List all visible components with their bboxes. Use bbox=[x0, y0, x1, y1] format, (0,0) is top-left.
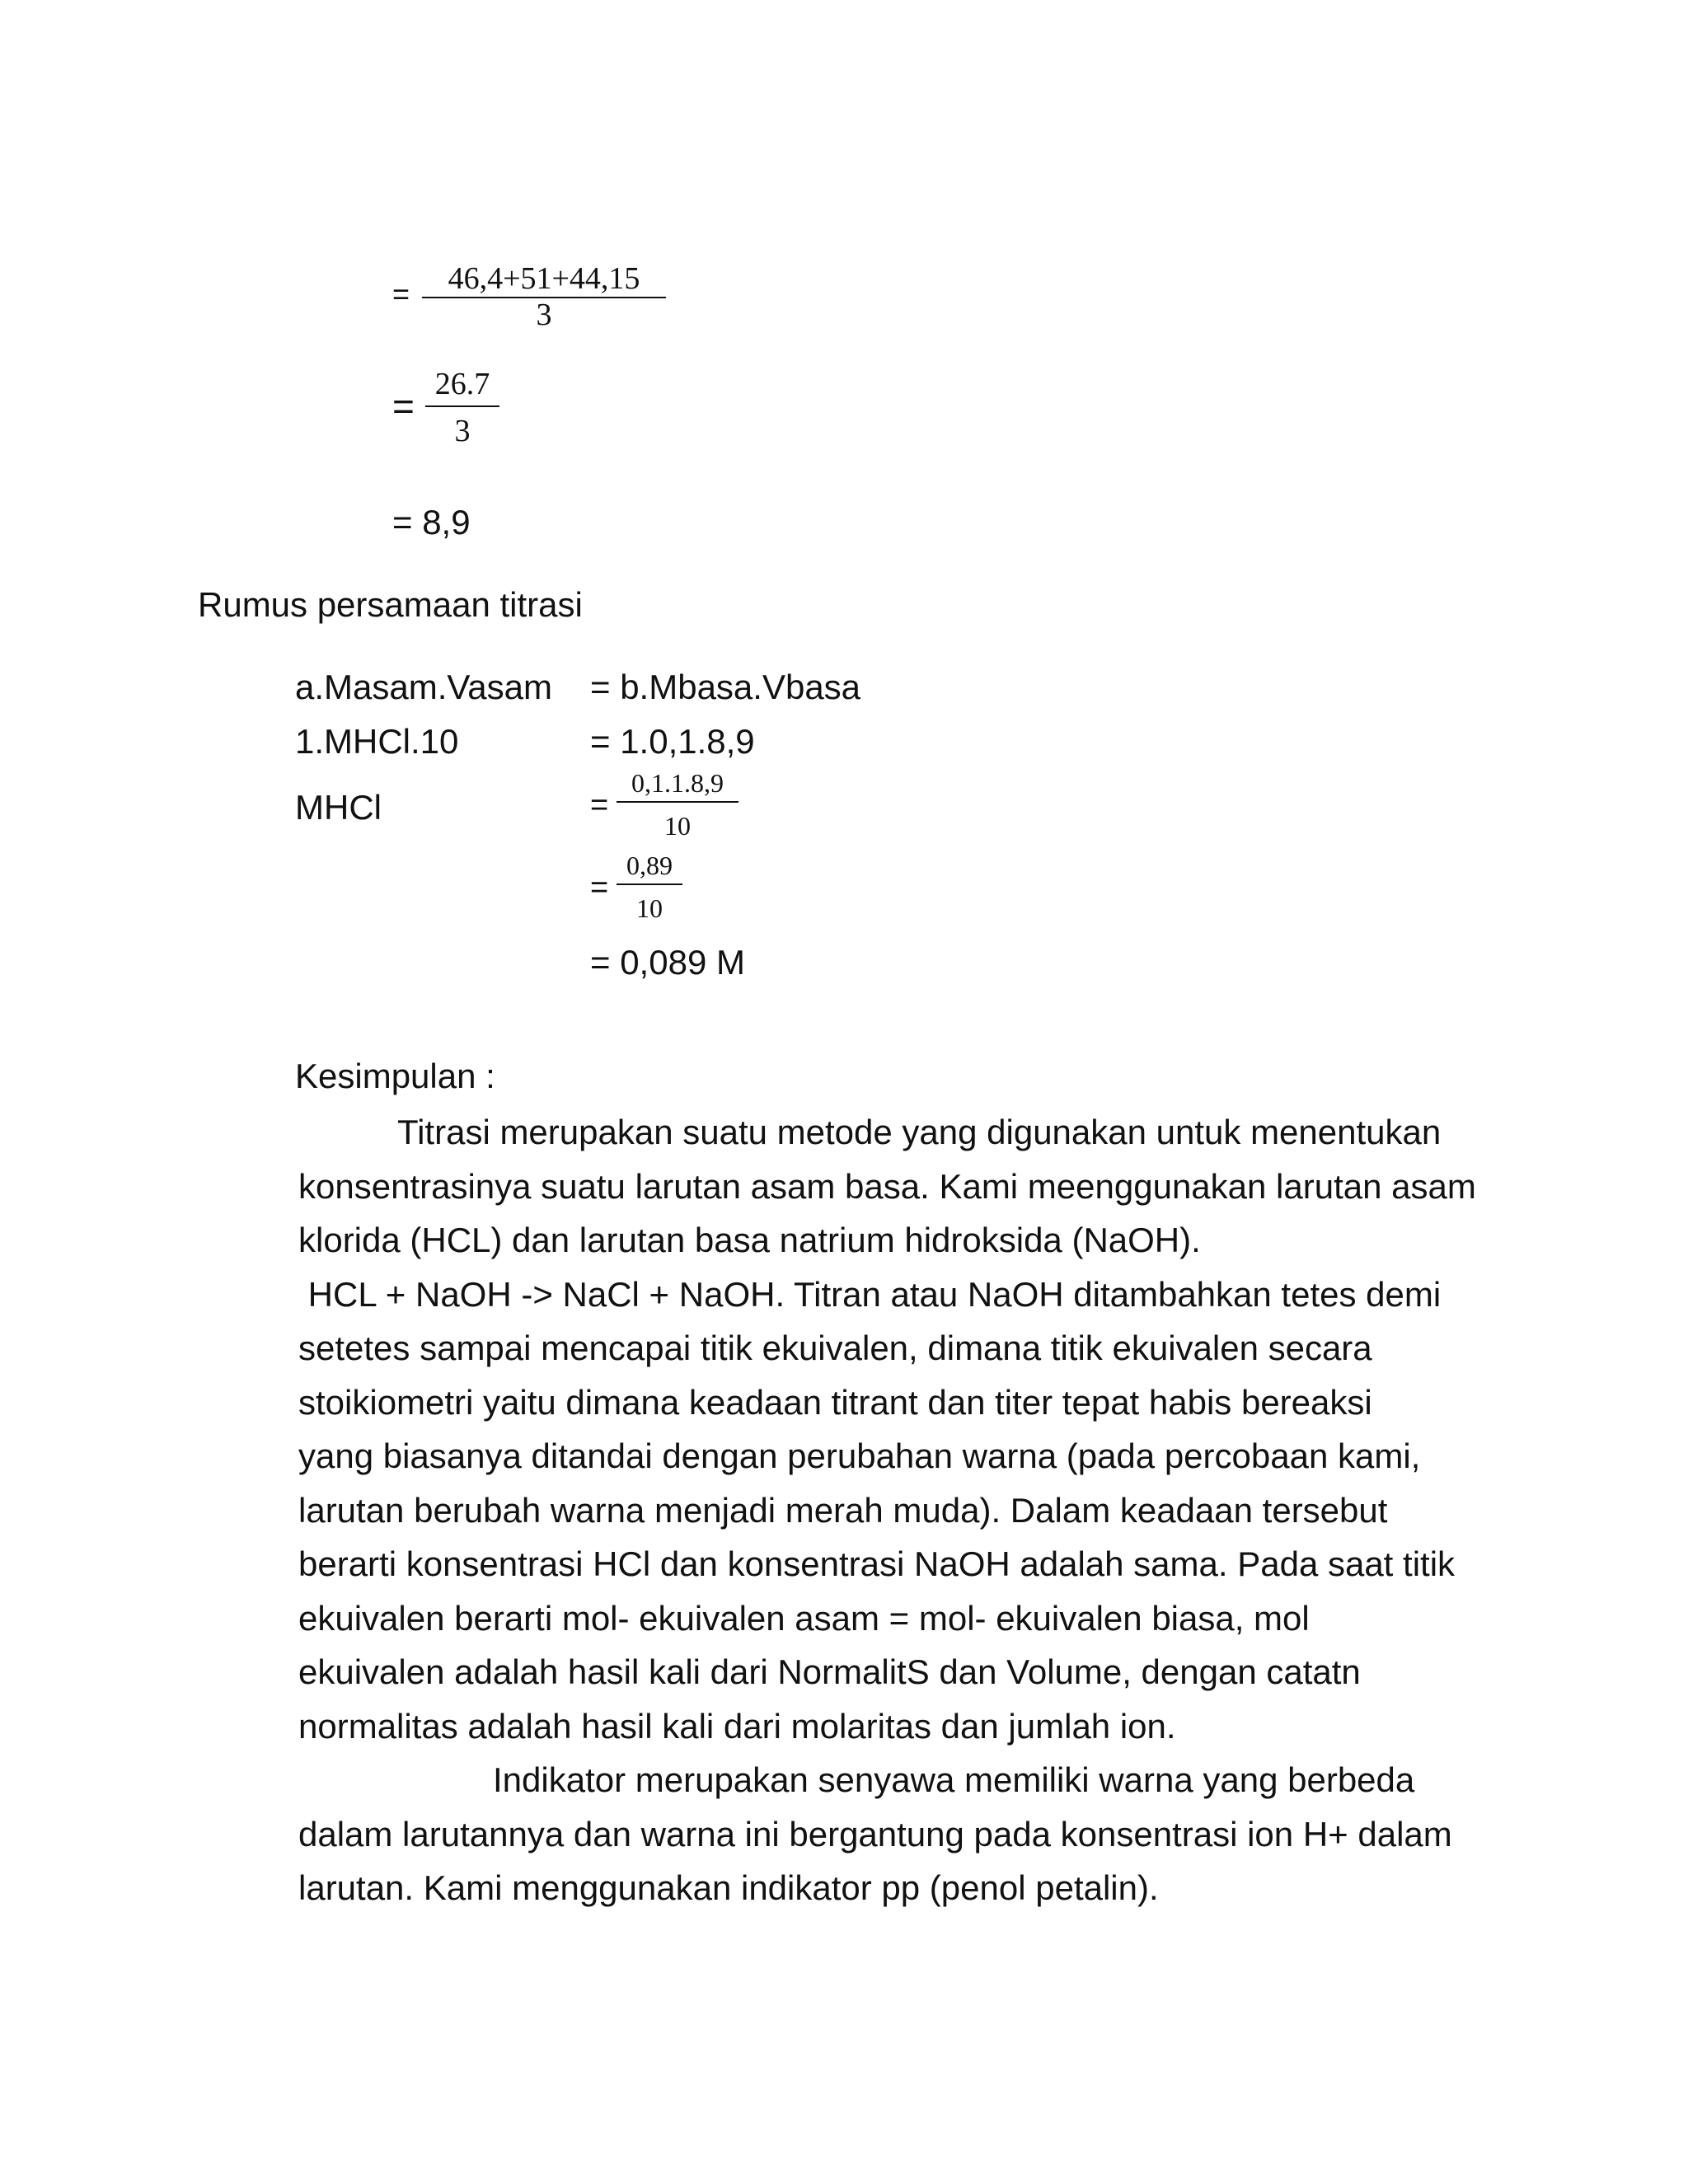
paragraph-line: normalitas adalah hasil kali dari molaritas dan jumlah ion. bbox=[298, 1706, 1176, 1746]
conclusion-paragraph-1 bbox=[298, 1105, 1502, 1753]
fraction-sum bbox=[422, 260, 666, 331]
titration-row-2-right: = 1.0,1.8,9 bbox=[590, 722, 755, 761]
average-result: = 8,9 bbox=[392, 503, 471, 541]
fraction-denominator: 10 bbox=[636, 893, 663, 923]
paragraph-line: dalam larutannya dan warna ini bergantung pada konsentrasi ion H+ dalam bbox=[298, 1814, 1452, 1854]
section-title: Rumus persamaan titrasi bbox=[198, 585, 583, 624]
paragraph-line: larutan berubah warna menjadi merah muda). Dalam keadaan tersebut bbox=[298, 1490, 1388, 1530]
paragraph-line: ekuivalen berarti mol- ekuivalen asam = mol- ekuivalen biasa, mol bbox=[298, 1598, 1310, 1638]
paragraph-line: setetes sampai mencapai titik ekuivalen, dimana titik ekuivalen secara bbox=[298, 1329, 1372, 1367]
fraction-numerator: 26.7 bbox=[434, 367, 490, 401]
paragraph-line: klorida (HCL) dan larutan basa natrium hidroksida (NaOH). bbox=[298, 1221, 1201, 1259]
titration-row-2-left: 1.MHCl.10 bbox=[295, 722, 459, 761]
fraction-denominator: 3 bbox=[536, 298, 552, 332]
fraction-numerator: 46,4+51+44,15 bbox=[448, 261, 640, 296]
fraction-numerator: 0,1.1.8,9 bbox=[631, 768, 724, 798]
paragraph-line: konsentrasinya suatu larutan asam basa. Kami meenggunakan larutan asam bbox=[298, 1166, 1476, 1206]
fraction-mhcl bbox=[617, 765, 738, 849]
paragraph-line: ekuivalen adalah hasil kali dari NormalitS dan Volume, dengan catatn bbox=[298, 1652, 1361, 1691]
paragraph-line: yang biasanya ditandai dengan perubahan warna (pada percobaan kami, bbox=[298, 1436, 1421, 1475]
fraction-mhcl-result bbox=[617, 847, 682, 931]
fraction-sum-result bbox=[425, 363, 499, 455]
equals-sign: = bbox=[590, 788, 609, 823]
fraction-denominator: 10 bbox=[664, 811, 691, 841]
conclusion-heading: Kesimpulan : bbox=[295, 1057, 495, 1095]
paragraph-line: stoikiometri yaitu dimana keadaan titrant dan titer tepat habis bereaksi bbox=[298, 1382, 1372, 1422]
titration-row-1-right: = b.Mbasa.Vbasa bbox=[590, 668, 861, 706]
paragraph-line: larutan. Kami menggunakan indikator pp (penol petalin). bbox=[298, 1868, 1159, 1907]
titration-row-1-left: a.Masam.Vasam bbox=[295, 668, 552, 706]
equals-sign: = bbox=[392, 277, 410, 311]
paragraph-line: Indikator merupakan senyawa memiliki warna yang berbeda bbox=[493, 1760, 1415, 1799]
titration-result: = 0,089 M bbox=[590, 943, 745, 982]
paragraph-line: Titrasi merupakan suatu metode yang digunakan untuk menentukan bbox=[397, 1113, 1442, 1151]
fraction-numerator: 0,89 bbox=[626, 851, 673, 880]
paragraph-line: berarti konsentrasi HCl dan konsentrasi NaOH adalah sama. Pada saat titik bbox=[298, 1544, 1456, 1583]
conclusion-paragraph-2 bbox=[298, 1753, 1502, 1915]
paragraph-line: HCL + NaOH -> NaCl + NaOH. Titran atau NaOH ditambahkan tetes demi bbox=[298, 1274, 1442, 1314]
fraction-denominator: 3 bbox=[454, 414, 471, 448]
titration-row-3-left: MHCl bbox=[295, 788, 382, 827]
equals-sign: = bbox=[392, 385, 415, 428]
equals-sign: = bbox=[590, 870, 609, 905]
